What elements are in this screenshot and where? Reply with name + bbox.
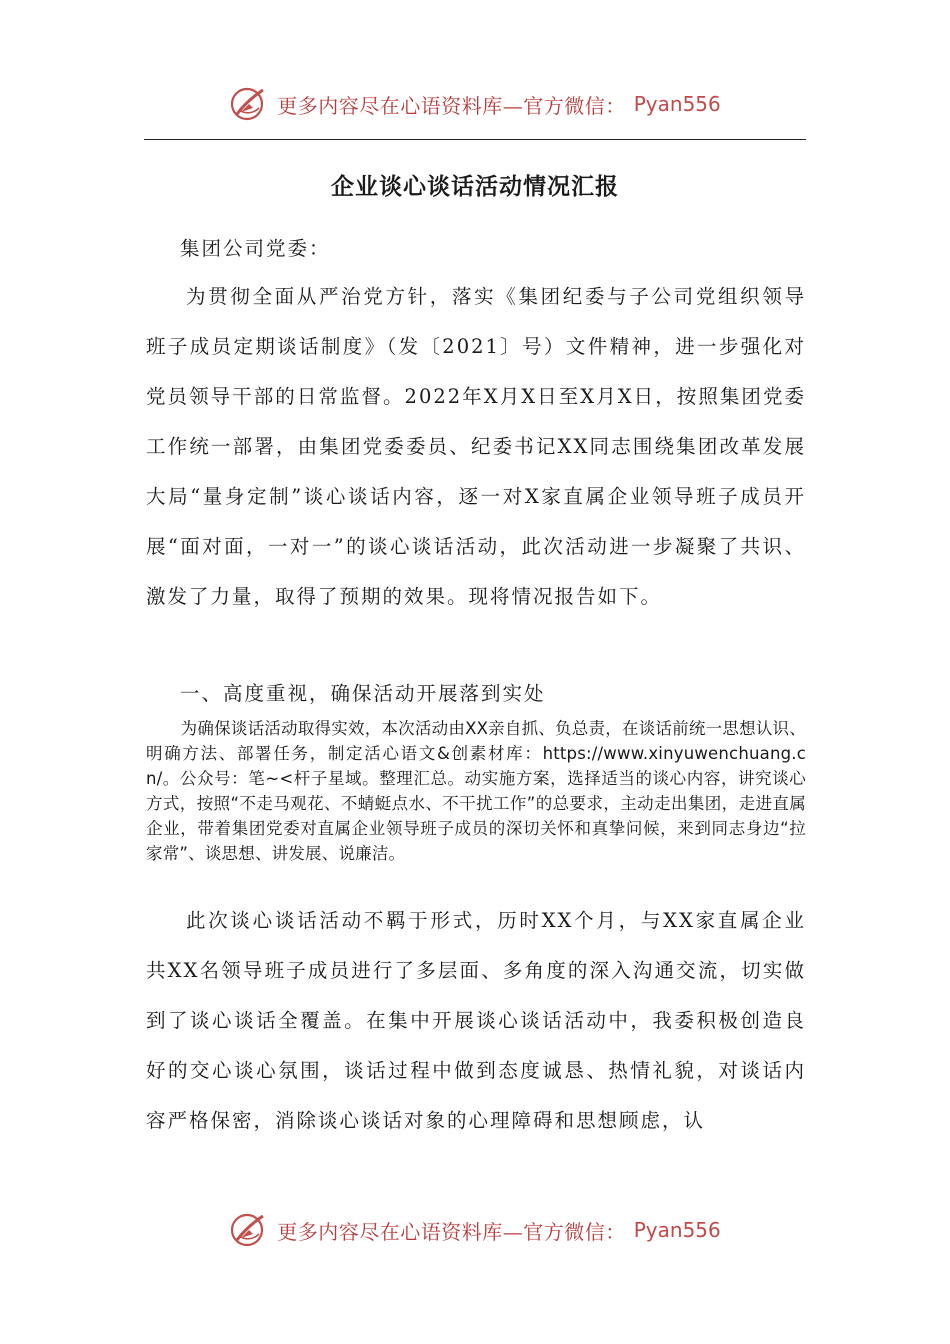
salutation: 集团公司党委： xyxy=(180,237,331,260)
pen-nib-logo-icon xyxy=(229,1210,269,1250)
pen-nib-logo-icon xyxy=(229,84,269,124)
banner-wechat-handle: Pyan556 xyxy=(633,92,721,116)
document-title: 企业谈心谈话活动情况汇报 xyxy=(331,173,619,200)
banner-wechat-handle: Pyan556 xyxy=(633,1218,721,1242)
section-heading-1: 一、高度重视，确保活动开展落到实处 xyxy=(180,682,546,705)
paragraph-2: 此次谈心谈话活动不羁于形式，历时XX个月，与XX家直属企业共XX名领导班子成员进行了多层面、多角度的深入沟通交流，切实做到了谈心谈话全覆盖。在集中开展谈心谈话活动中，我委积极创造良好的交心谈心氛围，谈话过程中做到态度诚恳、热情礼貌，对谈话内容严格保密，消除谈心谈话对象的心理障碍和思想顾虑，认 xyxy=(146,909,806,1132)
paragraph-small: 为确保谈话活动取得实效，本次活动由XX亲自抓、负总责，在谈话前统一思想认识、明确方法、部署任务，制定活心语文&创素材库：https://www.xinyuwenchuang.cn/。公众号：笔~<杆子星域。整理汇总。动实施方案，选择适当的谈心内容，讲究谈心方式，按照“不走马观花、不蜻蜓点水、不干扰工作”的总要求，主动走出集团，走进直属企业，带着集团党委对直属企业领导班子成员的深切关怀和真挚问候，来到同志身边“拉家常”、谈思想、讲发展、说廉洁。 xyxy=(146,719,806,863)
header-banner xyxy=(0,82,950,126)
banner-text: 更多内容尽在心语资料库—官方微信： xyxy=(277,1219,626,1244)
footer-banner xyxy=(0,1208,950,1252)
header-divider xyxy=(144,139,806,140)
banner-text: 更多内容尽在心语资料库—官方微信： xyxy=(277,93,626,118)
paragraph-intro: 为贯彻全面从严治党方针，落实《集团纪委与子公司党组织领导班子成员定期谈话制度》（发〔2021〕号）文件精神，进一步强化对党员领导干部的日常监督。2022年X月X日至X月X日，按照集团党委工作统一部署，由集团党委委员、纪委书记XX同志围绕集团改革发展大局“量身定制”谈心谈话内容，逐一对X家直属企业领导班子成员开展“面对面，一对一”的谈心谈话活动，此次活动进一步凝聚了共识、激发了力量，取得了预期的效果。现将情况报告如下。 xyxy=(146,285,806,608)
